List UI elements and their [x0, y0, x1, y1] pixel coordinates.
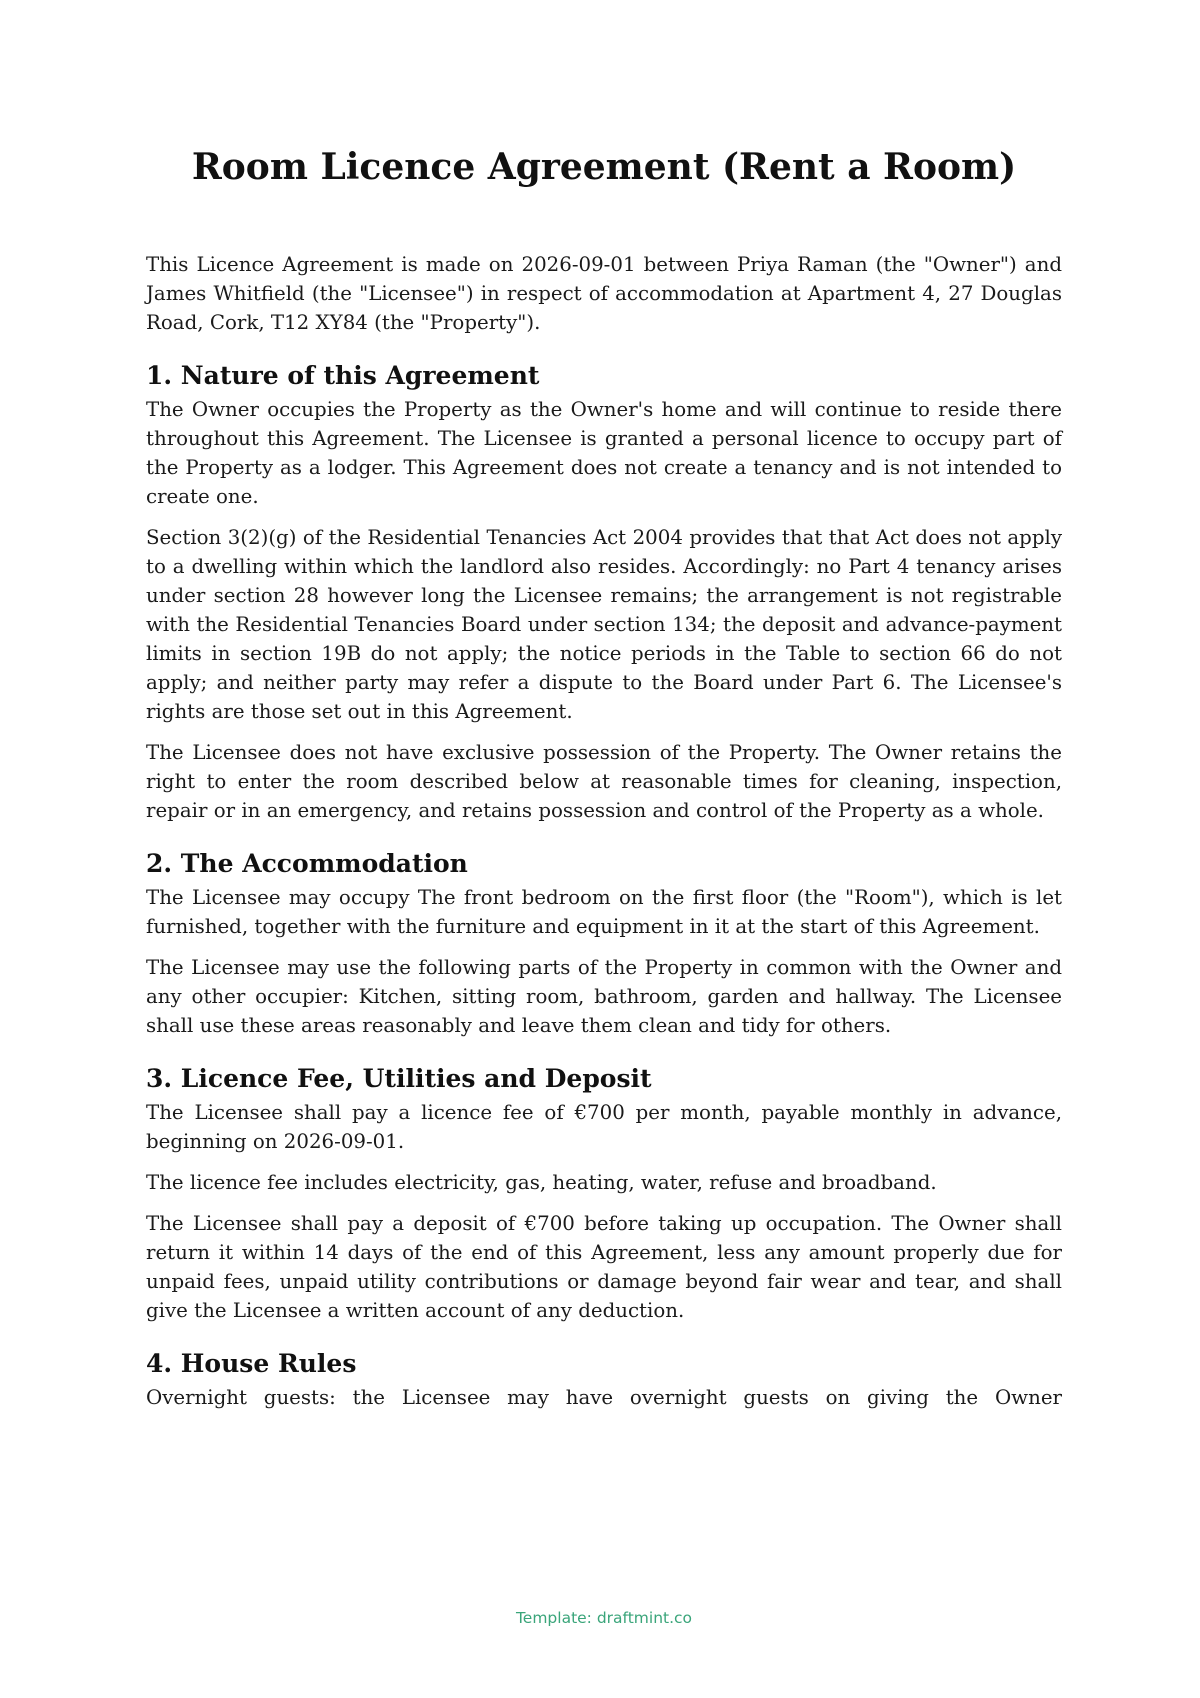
section-heading: 3. Licence Fee, Utilities and Deposit	[146, 1064, 652, 1093]
section-paragraph: The Licensee shall pay a licence fee of €700 per month, payable monthly in advance, beginning on 2026-09-01.	[146, 1101, 1062, 1153]
section-heading: 2. The Accommodation	[146, 849, 468, 878]
section-licence-fee	[146, 1062, 1062, 1325]
section-paragraph: Overnight guests: the Licensee may have overnight guests on giving the Owner	[146, 1386, 1062, 1409]
document-page	[146, 0, 1062, 1698]
section-heading: 4. House Rules	[146, 1349, 357, 1378]
section-paragraph: The Licensee may use the following parts of the Property in common with the Owner and any other occupier: Kitchen, sitting room, bathroom, garden and hallway. The Licensee shall use these areas reasonably and leave them clean and tidy for others.	[146, 956, 1062, 1037]
document-body	[146, 250, 1062, 1434]
section-paragraph: The Owner occupies the Property as the Owner's home and will continue to reside there throughout this Agreement. The Licensee is granted a personal licence to occupy part of the Property as a lodger. This Agreement does not create a tenancy and is not intended to create one.	[146, 398, 1062, 508]
section-paragraph: The Licensee may occupy The front bedroom on the first floor (the "Room"), which is let furnished, together with the furniture and equipment in it at the start of this Agreement.	[146, 886, 1062, 938]
section-accommodation	[146, 847, 1062, 1040]
section-paragraph: The Licensee does not have exclusive possession of the Property. The Owner retains the right to enter the room described below at reasonable times for cleaning, inspection, repair or in an emergency, and retains possession and control of the Property as a whole.	[146, 741, 1062, 822]
section-heading: 1. Nature of this Agreement	[146, 361, 540, 390]
document-title: Room Licence Agreement (Rent a Room)	[191, 146, 1017, 188]
template-footer: Template: draftmint.co	[515, 1609, 693, 1627]
intro-paragraph: This Licence Agreement is made on 2026-09-01 between Priya Raman (the "Owner") and James Whitfield (the "Licensee") in respect of accommodation at Apartment 4, 27 Douglas Road, Cork, T12 XY84 (the "Property").	[146, 253, 1062, 334]
section-paragraph: Section 3(2)(g) of the Residential Tenancies Act 2004 provides that that Act does not apply to a dwelling within which the landlord also resides. Accordingly: no Part 4 tenancy arises under section 28 however long the Licensee remains; the arrangement is not registrable with the Residential Tenancies Board under section 134; the deposit and advance-payment limits in section 19B do not apply; the notice periods in the Table to section 66 do not apply; and neither party may refer a dispute to the Board under Part 6. The Licensee's rights are those set out in this Agreement.	[146, 526, 1062, 723]
section-paragraph: The licence fee includes electricity, gas, heating, water, refuse and broadband.	[146, 1171, 937, 1194]
section-nature-of-agreement	[146, 359, 1062, 825]
section-paragraph: The Licensee shall pay a deposit of €700 before taking up occupation. The Owner shall return it within 14 days of the end of this Agreement, less any amount properly due for unpaid fees, unpaid utility contributions or damage beyond fair wear and tear, and shall give the Licensee a written account of any deduction.	[146, 1212, 1062, 1322]
section-house-rules	[146, 1347, 1062, 1412]
